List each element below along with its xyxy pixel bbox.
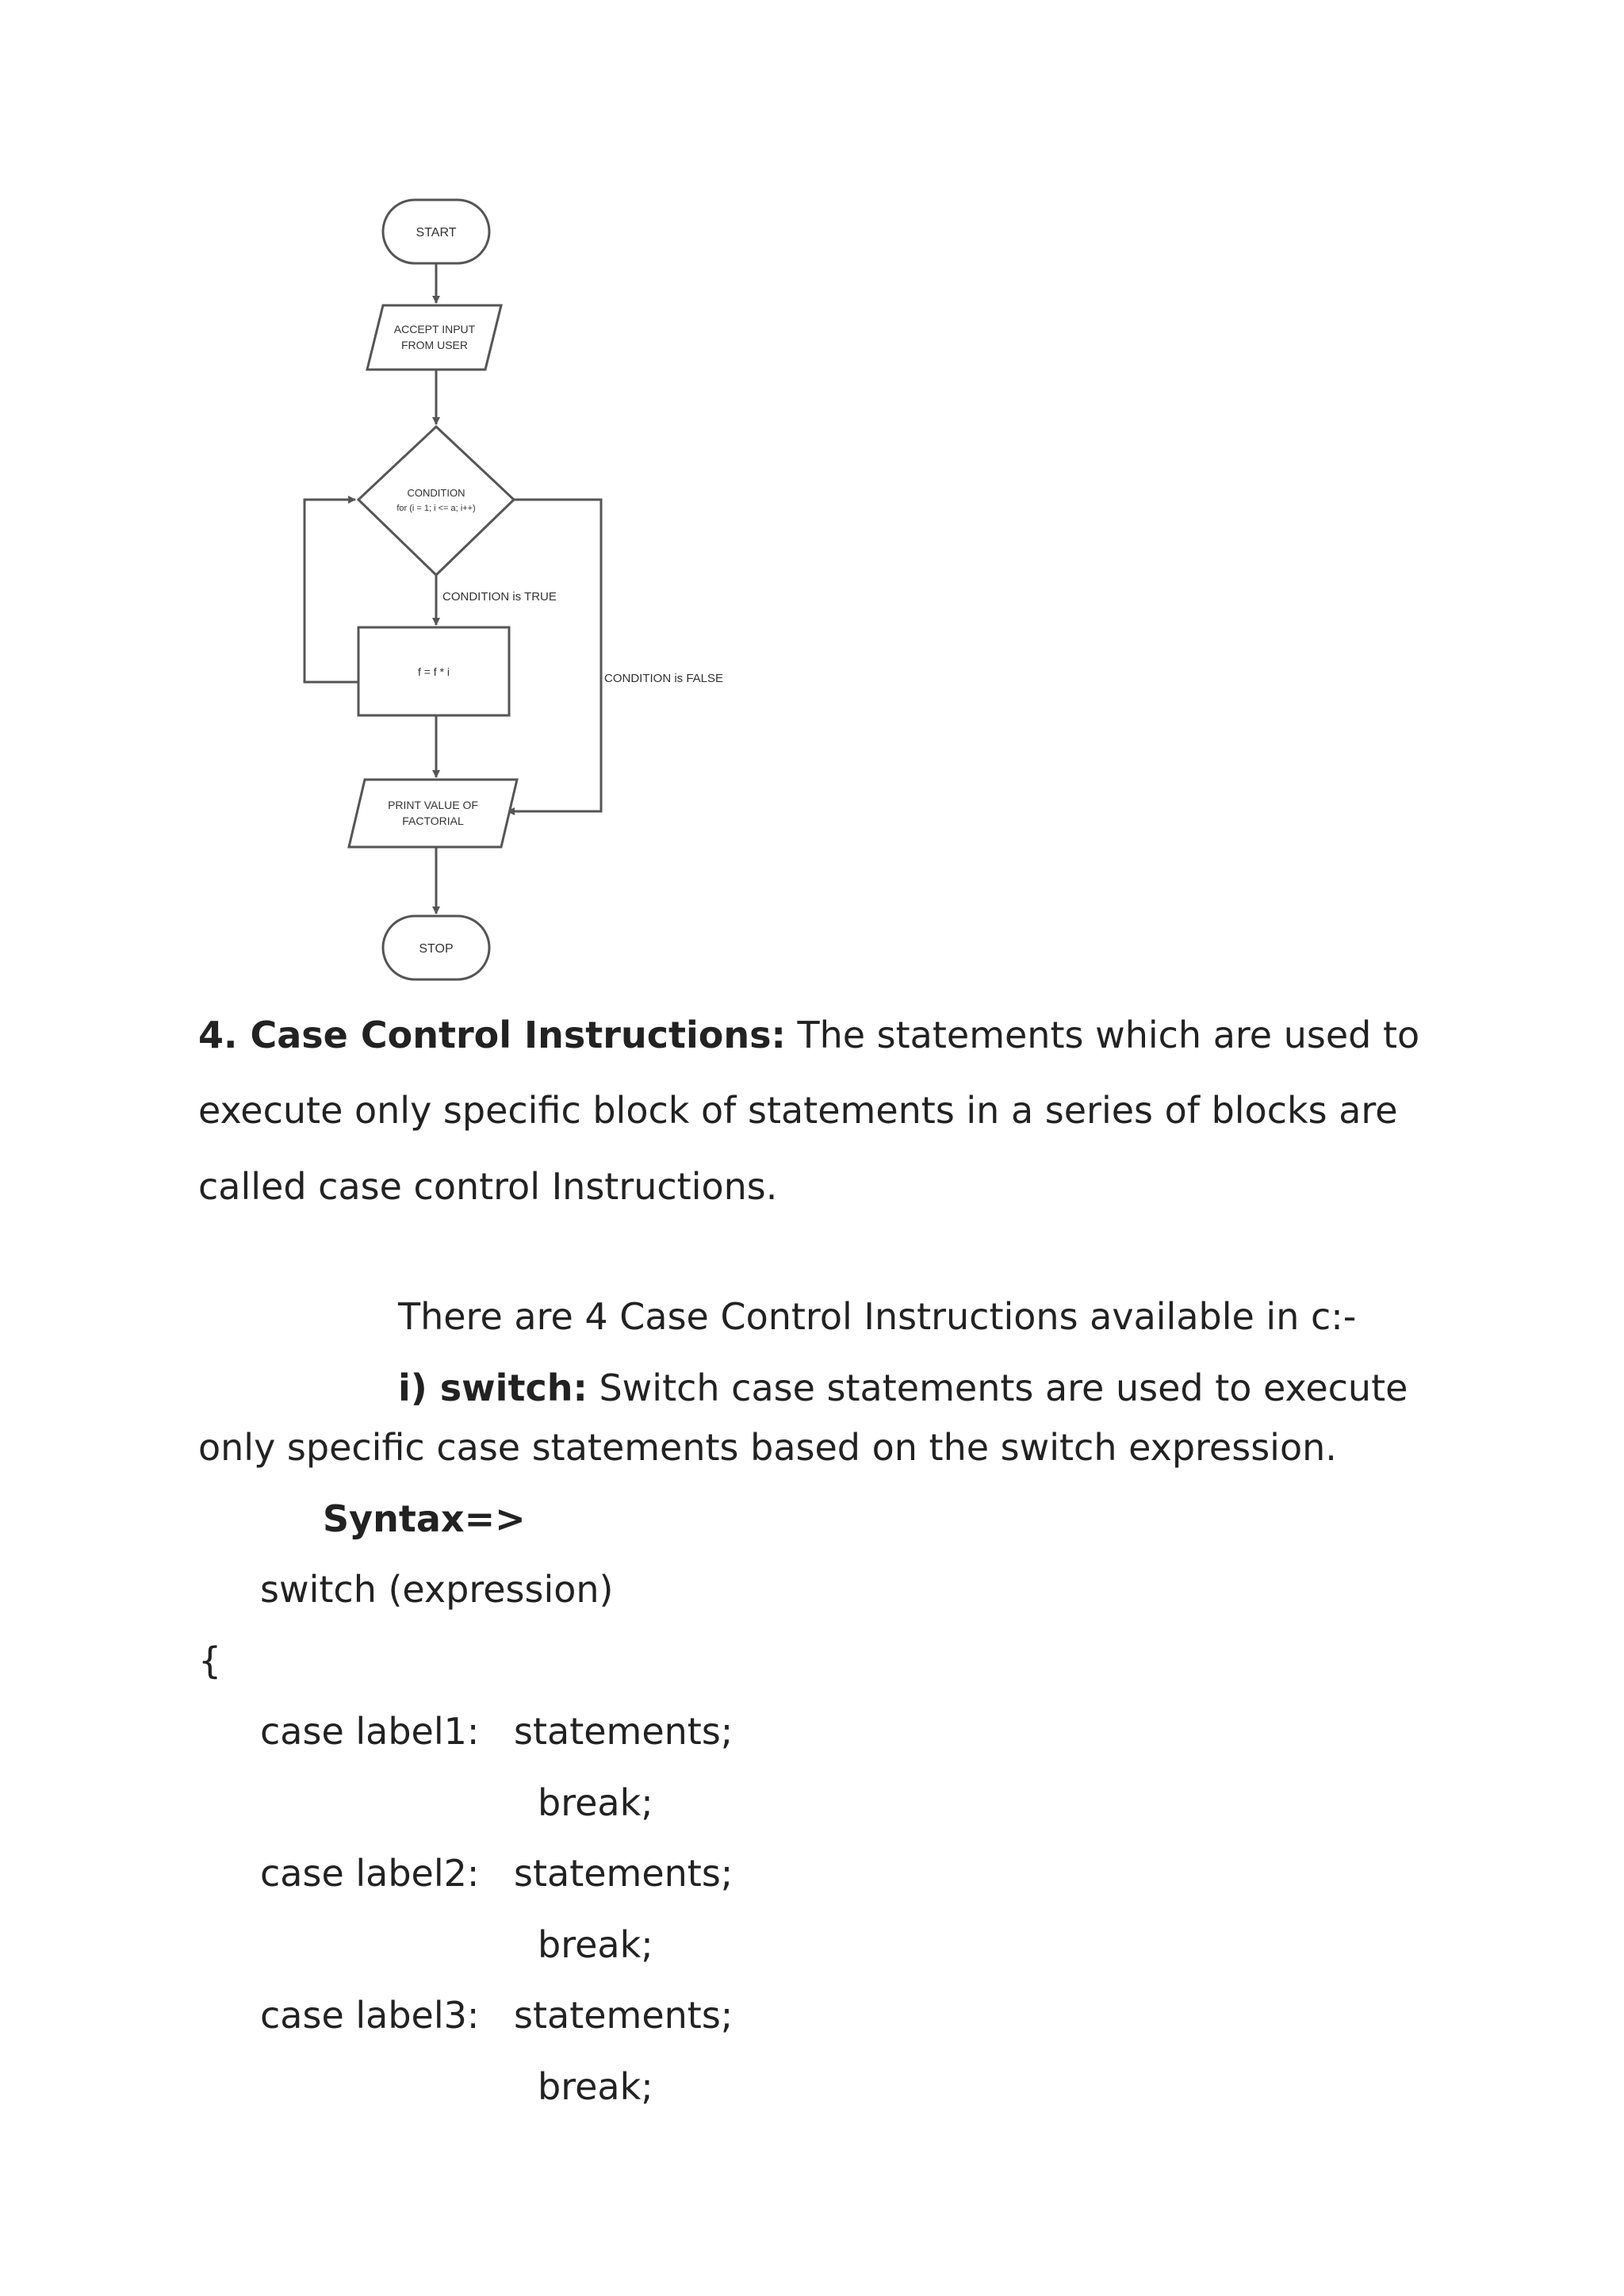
output-label-line2: FACTORIAL [402,815,464,827]
switch-line2: only specific case statements based on the switch expression. [198,1426,1337,1469]
factorial-flowchart [262,182,833,991]
code-case3-break: break; [538,2065,653,2108]
syntax-label [323,1497,526,1541]
input-label-line2: FROM USER [401,339,468,351]
switch-text1: Switch case statements are used to execute [587,1366,1408,1409]
code-case2-stmt: statements; [514,1852,733,1895]
code-case2-label: case label2: [260,1852,480,1895]
input-label-line1: ACCEPT INPUT [393,323,476,335]
code-switch-head: switch (expression) [260,1568,614,1611]
section-paragraph-line2: execute only specific block of statements in a series of blocks are [198,1089,1398,1132]
true-branch-label: CONDITION is TRUE [442,590,557,604]
code-case1-stmt: statements; [514,1710,733,1753]
code-open-brace: { [198,1639,222,1682]
process-label: f = f * i [417,665,450,678]
edge-loop-back [304,500,358,682]
section-paragraph-line1 [198,1013,1419,1057]
intro-line: There are 4 Case Control Instructions available in c:- [398,1295,1357,1338]
false-branch-label: CONDITION is FALSE [604,672,724,685]
section-paragraph-line3: called case control Instructions. [198,1165,778,1208]
code-case2-break: break; [538,1923,653,1966]
input-node [367,305,501,370]
code-case1-label: case label1: [260,1710,480,1753]
condition-label-line2: for (i = 1; i <= a; i++) [396,504,476,513]
syntax-label-text: Syntax=> [323,1497,526,1540]
start-label: START [416,226,457,240]
stop-label: STOP [419,942,454,956]
edge-false-branch [508,500,601,811]
section-paragraph-text1: The statements which are used to [785,1014,1420,1056]
code-case1-break: break; [538,1781,653,1824]
switch-line1 [398,1366,1408,1410]
section-heading: 4. Case Control Instructions: [198,1014,786,1056]
output-node [349,780,517,847]
output-label-line1: PRINT VALUE OF [388,799,478,811]
condition-label-line1: CONDITION [407,487,465,499]
code-case3-stmt: statements; [514,1994,733,2037]
code-case3-label: case label3: [260,1994,480,2037]
condition-node [358,427,514,575]
switch-label: i) switch: [398,1366,588,1409]
